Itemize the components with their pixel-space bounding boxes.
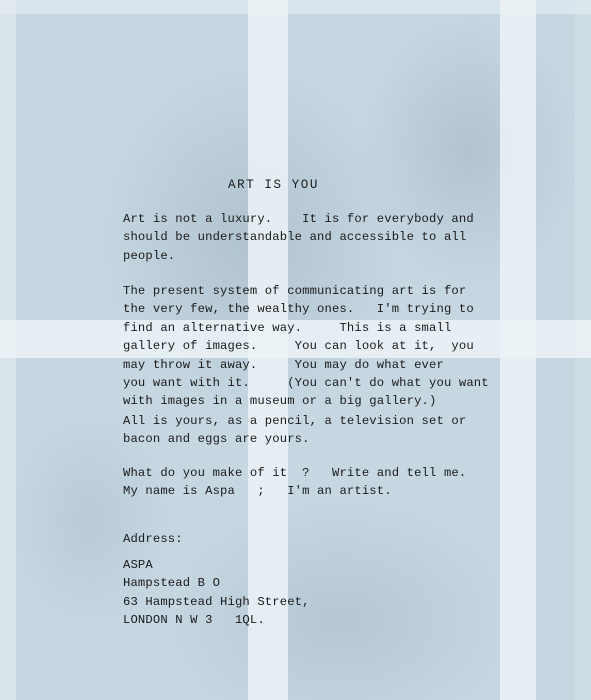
address-label — [123, 530, 183, 548]
text-line: bacon and eggs are yours. — [123, 432, 310, 447]
address-line: ASPA — [123, 558, 153, 572]
address-line: 63 Hampstead High Street, — [123, 594, 310, 609]
text-line: people. — [123, 248, 176, 263]
paragraph-1 — [123, 210, 474, 265]
text-line: What do you make of it ? Write and tell me. — [123, 466, 467, 480]
text-line: find an alternative way. This is a small — [123, 320, 452, 335]
address-block — [123, 556, 310, 630]
text-line: gallery of images. You can look at it, you — [123, 339, 474, 354]
address-line: Hampstead B O — [123, 576, 221, 591]
text-line: Art is not a luxury. It is for everybody and — [123, 212, 474, 226]
text-line: My name is Aspa ; I'm an artist. — [123, 484, 392, 499]
address-line: LONDON N W 3 1QL. — [123, 613, 265, 628]
address-heading: Address: — [123, 532, 183, 546]
text-line: the very few, the wealthy ones. I'm trying to — [123, 302, 474, 317]
paragraph-2 — [123, 282, 489, 411]
text-line: should be understandable and accessible to all — [123, 230, 467, 245]
text-line: with images in a museum or a big gallery.) — [123, 394, 437, 409]
paragraph-3 — [123, 412, 466, 449]
text-line: The present system of communicating art is for — [123, 284, 467, 298]
text-line: may throw it away. You may do what ever — [123, 357, 444, 372]
paragraph-4 — [123, 464, 466, 501]
text-line: you want with it. (You can't do what you want — [123, 376, 489, 391]
text-line: All is yours, as a pencil, a television set or — [123, 414, 467, 428]
page-title: ART IS YOU — [228, 178, 320, 192]
